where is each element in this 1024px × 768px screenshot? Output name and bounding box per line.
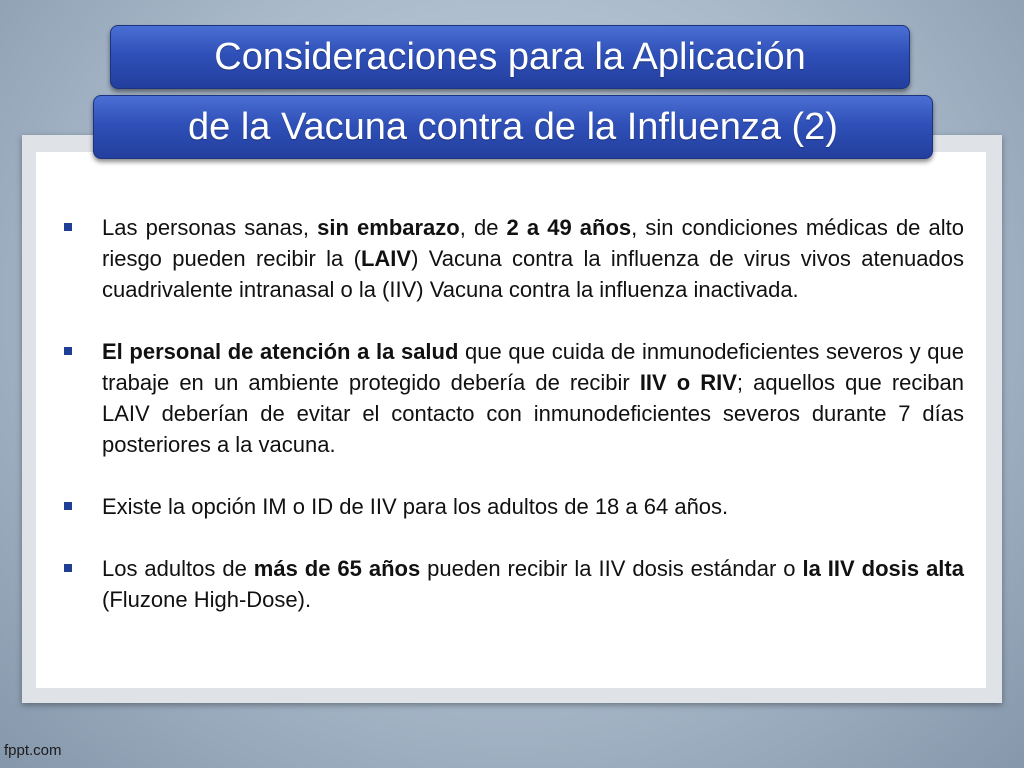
bullet-item: Los adultos de más de 65 años pueden recibir la IIV dosis estándar o la IIV dosis alta (Fluzone High-Dose).: [60, 553, 964, 615]
bullet-item: El personal de atención a la salud que que cuida de inmunodeficientes severos y que trabaje en un ambiente protegido debería de recibir IIV o RIV; aquellos que reciban LAIV deberían de evitar el contacto con inmunodeficientes severos durante 7 días posteriores a la vacuna.: [60, 336, 964, 460]
title-line-2: de la Vacuna contra de la Influenza (2): [188, 105, 838, 148]
bullet-item: Existe la opción IM o ID de IIV para los adultos de 18 a 64 años.: [60, 491, 964, 522]
title-banner-line-1: [110, 25, 910, 89]
square-bullet-icon: [64, 223, 72, 231]
square-bullet-icon: [64, 347, 72, 355]
bullet-list: [60, 212, 964, 646]
footer-logo: fppt.com: [4, 742, 62, 759]
bullet-item: Las personas sanas, sin embarazo, de 2 a 49 años, sin condiciones médicas de alto riesgo pueden recibir la (LAIV) Vacuna contra la influenza de virus vivos atenuados cuadrivalente intranasal o la (IIV) Vacuna contra la influenza inactivada.: [60, 212, 964, 305]
title-line-1: Consideraciones para la Aplicación: [214, 35, 806, 78]
square-bullet-icon: [64, 564, 72, 572]
square-bullet-icon: [64, 502, 72, 510]
title-banner-line-2: [93, 95, 933, 159]
